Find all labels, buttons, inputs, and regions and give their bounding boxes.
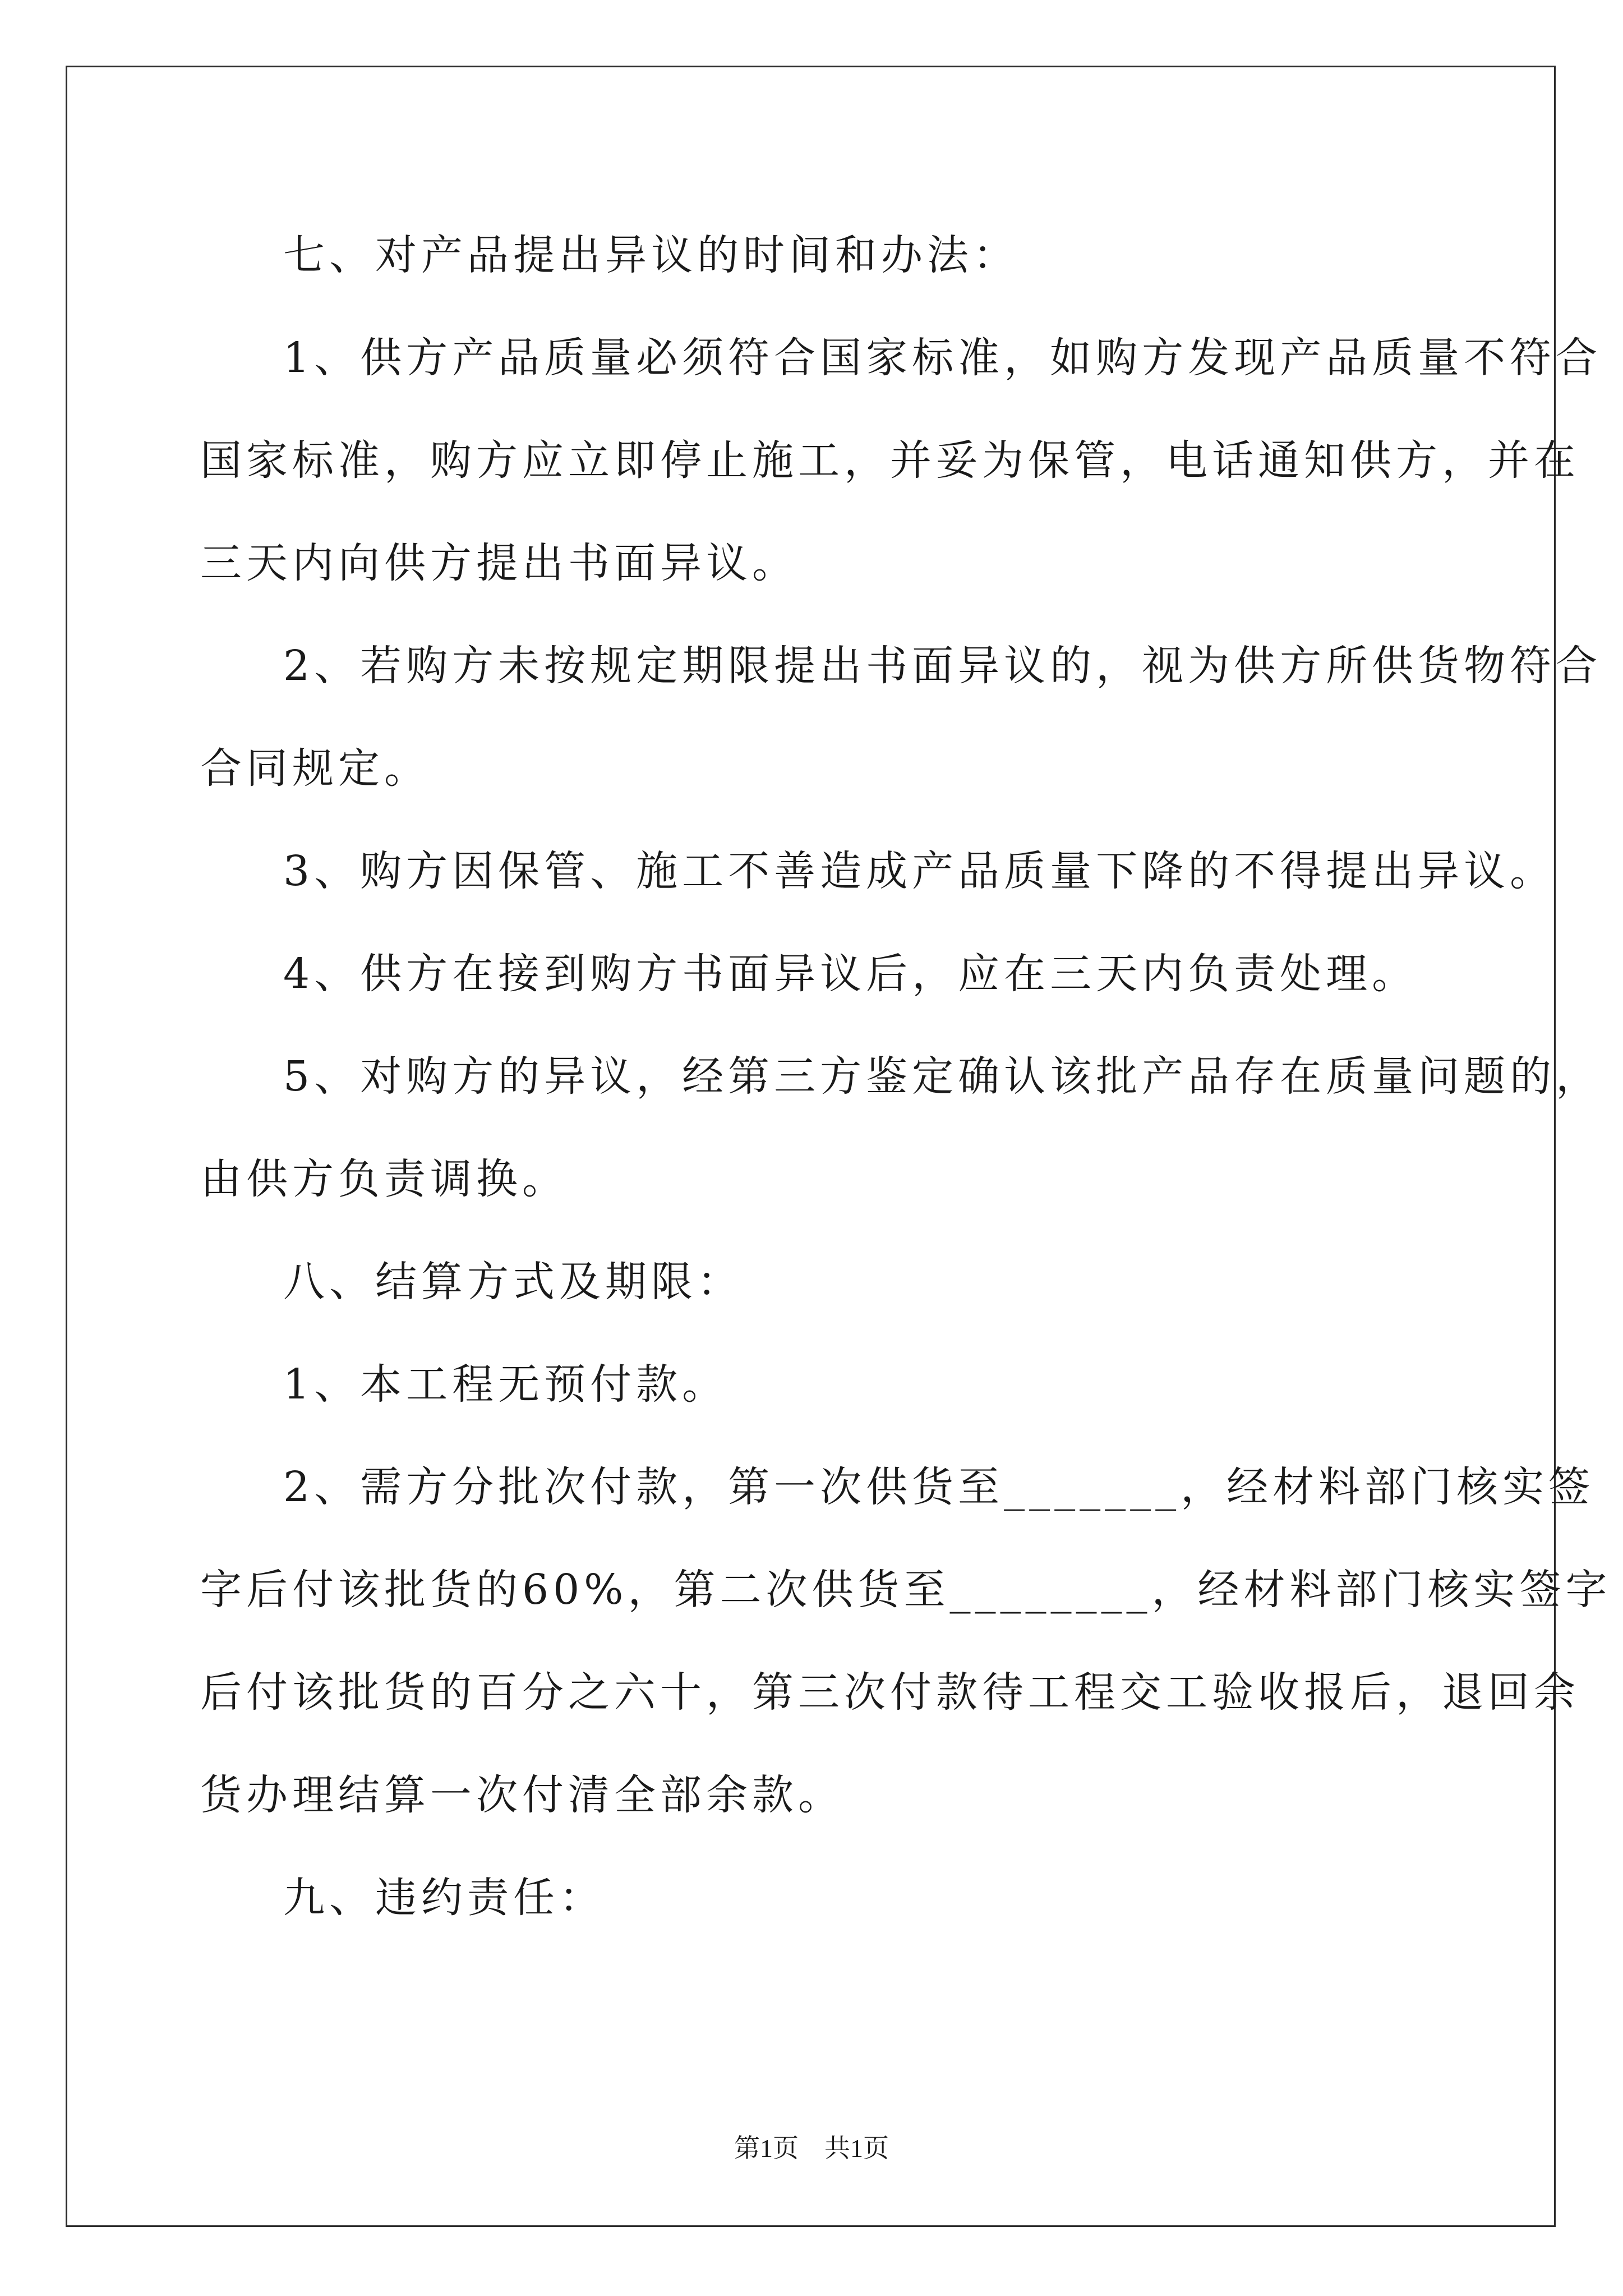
section-heading-7: 七、对产品提出异议的时间和办法： [283,231,1019,279]
section-heading-8: 八、结算方式及期限： [283,1258,743,1306]
paragraph-line: 合同规定。 [200,744,430,793]
paragraph-line: 2、若购方未按规定期限提出书面异议的，视为供方所供货物符合 [283,642,1602,690]
paragraph-line: 1、供方产品质量必须符合国家标准，如购方发现产品质量不符合 [283,334,1602,382]
paragraph-line: 3、购方因保管、施工不善造成产品质量下降的不得提出异议。 [283,847,1556,895]
paragraph-line: 国家标准，购方应立即停止施工，并妥为保管，电话通知供方，并在 [200,436,1580,485]
paragraph-line: 5、对购方的异议，经第三方鉴定确认该批产品存在质量问题的， [283,1052,1602,1101]
paragraph-line: 字后付该批货的60%，第二次供货至________，经材料部门核实签字 [200,1566,1612,1614]
page-footer: 第1页 共1页 [734,2134,889,2162]
paragraph-line: 后付该批货的百分之六十，第三次付款待工程交工验收报后，退回余 [200,1668,1580,1717]
paragraph-line: 1、本工程无预付款。 [283,1360,728,1409]
paragraph-line: 由供方负责调换。 [200,1155,568,1203]
paragraph-line: 4、供方在接到购方书面异议后，应在三天内负责处理。 [283,950,1418,998]
paragraph-line: 货办理结算一次付清全部余款。 [200,1771,844,1819]
paragraph-line: 2、需方分批次付款，第一次供货至_______，经材料部门核实签 [283,1463,1595,1511]
paragraph-line: 三天内向供方提出书面异议。 [200,539,798,587]
section-heading-9: 九、违约责任： [283,1874,605,1922]
